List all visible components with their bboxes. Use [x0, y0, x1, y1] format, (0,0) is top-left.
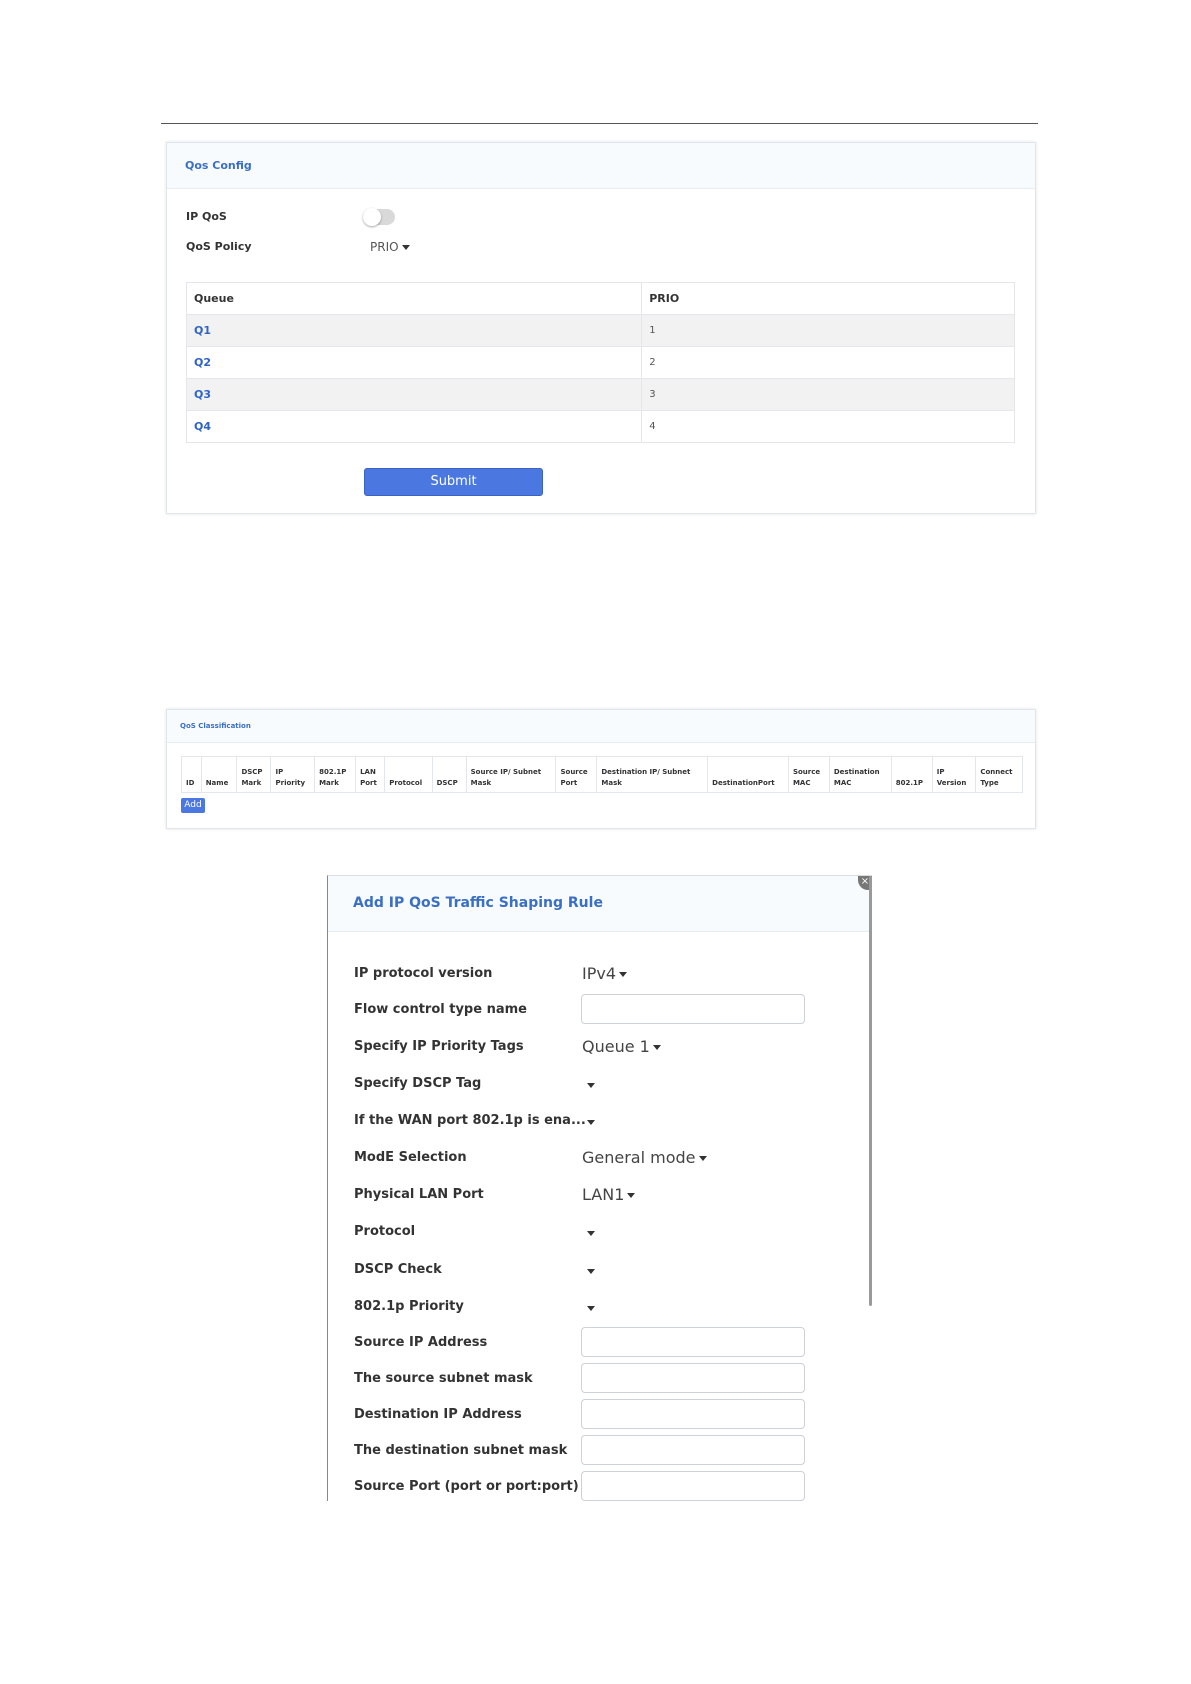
wan-8021p-select[interactable]: [584, 1112, 595, 1131]
lan-port-label: Physical LAN Port: [354, 1187, 484, 1202]
flow-name-input[interactable]: [581, 994, 805, 1024]
column-header-line1: Source: [792, 768, 821, 776]
table-row: [187, 315, 1015, 347]
column-header: [788, 757, 829, 793]
queue-column-header: Queue: [187, 283, 642, 315]
column-header-line1: [206, 767, 233, 778]
dscp-check-select[interactable]: [584, 1261, 595, 1280]
column-header: [597, 757, 708, 793]
chevron-down-icon: [587, 1120, 595, 1125]
lan-port-select[interactable]: [582, 1185, 635, 1204]
wan-8021p-label: If the WAN port 802.1p is ena...: [354, 1113, 586, 1128]
ip-qos-toggle[interactable]: [363, 209, 395, 225]
qos-config-title: Qos Config: [167, 143, 1035, 189]
chevron-down-icon: [587, 1231, 595, 1236]
source-ip-label: Source IP Address: [354, 1335, 488, 1350]
ip-version-value: IPv4: [582, 964, 617, 983]
flow-name-label: Flow control type name: [354, 1002, 527, 1017]
classification-table: [181, 756, 1023, 793]
dscp-check-label: DSCP Check: [354, 1262, 442, 1277]
queue-link-q3[interactable]: Q3: [187, 379, 642, 411]
chevron-down-icon: [619, 972, 627, 977]
dialog-scrollbar[interactable]: [869, 876, 872, 1306]
prio-value: 2: [642, 347, 1015, 379]
add-button[interactable]: Add: [181, 798, 205, 813]
mode-selection-value: General mode: [582, 1148, 696, 1167]
prio-value: 1: [642, 315, 1015, 347]
column-header-line2: Mark: [241, 779, 262, 787]
source-mask-label: The source subnet mask: [354, 1371, 533, 1386]
column-header-line2: Name: [205, 779, 229, 787]
column-header: [891, 757, 932, 793]
add-rule-dialog: [327, 875, 872, 1501]
page-divider: [161, 123, 1038, 124]
column-header: [556, 757, 597, 793]
column-header-line1: Destination IP/ Subnet: [601, 768, 691, 776]
column-header-line1: Destination: [833, 768, 880, 776]
dialog-title: Add IP QoS Traffic Shaping Rule: [328, 876, 872, 932]
column-header-line2: Mark: [319, 779, 339, 787]
toggle-knob: [363, 208, 381, 226]
column-header: [432, 757, 466, 793]
column-header-line1: [437, 767, 462, 778]
column-header-line2: Mask: [601, 779, 622, 787]
queue-link-q4[interactable]: Q4: [187, 411, 642, 443]
submit-button[interactable]: Submit: [364, 468, 543, 496]
destination-mask-label: The destination subnet mask: [354, 1443, 568, 1458]
column-header-line2: Priority: [275, 779, 306, 787]
chevron-down-icon: [587, 1306, 595, 1311]
destination-mask-input[interactable]: [581, 1435, 805, 1465]
qos-classification-panel: [166, 709, 1036, 829]
chevron-down-icon: [699, 1156, 707, 1161]
qos-config-panel: [166, 142, 1036, 514]
column-header: [356, 757, 385, 793]
priority-8021p-label: 802.1p Priority: [354, 1299, 464, 1314]
column-header-line2: Protocol: [389, 779, 423, 787]
prio-value: 4: [642, 411, 1015, 443]
column-header-line1: [389, 767, 427, 778]
qos-policy-label: QoS Policy: [186, 240, 252, 253]
column-header: [237, 757, 271, 793]
priority-8021p-select[interactable]: [584, 1298, 595, 1317]
column-header-line1: 802.1P: [319, 768, 347, 776]
dscp-tag-select[interactable]: [584, 1075, 595, 1094]
ip-qos-label: IP QoS: [186, 210, 227, 223]
protocol-label: Protocol: [354, 1224, 416, 1239]
destination-ip-label: Destination IP Address: [354, 1407, 522, 1422]
column-header-line1: [186, 767, 197, 778]
mode-selection-label: ModE Selection: [354, 1150, 467, 1165]
table-row: [187, 411, 1015, 443]
column-header: [466, 757, 556, 793]
ip-version-label: IP protocol version: [354, 966, 493, 981]
column-header-line2: MAC: [792, 779, 811, 787]
source-port-label: Source Port (port or port:port): [354, 1479, 579, 1494]
column-header-line2: 802.1P: [895, 779, 923, 787]
queue-table: [186, 282, 1015, 443]
column-header: [201, 757, 237, 793]
chevron-down-icon: [587, 1083, 595, 1088]
column-header: [976, 757, 1023, 793]
queue-link-q2[interactable]: Q2: [187, 347, 642, 379]
column-header-line1: [896, 767, 928, 778]
column-header-line1: IP: [936, 768, 945, 776]
qos-policy-select[interactable]: [370, 240, 410, 254]
dscp-tag-label: Specify DSCP Tag: [354, 1076, 482, 1091]
chevron-down-icon: [587, 1269, 595, 1274]
column-header-line2: Port: [360, 779, 377, 787]
column-header-line1: Connect: [980, 768, 1013, 776]
table-header-row: [187, 283, 1015, 315]
column-header: [385, 757, 432, 793]
column-header-line1: IP: [275, 768, 284, 776]
column-header-line2: DestinationPort: [712, 779, 775, 787]
column-header-line1: LAN: [360, 768, 376, 776]
column-header: [932, 757, 976, 793]
prio-column-header: PRIO: [642, 283, 1015, 315]
prio-value: 3: [642, 379, 1015, 411]
table-row: [187, 379, 1015, 411]
column-header-line2: Type: [980, 779, 999, 787]
destination-ip-input[interactable]: [581, 1399, 805, 1429]
ip-priority-tags-value: Queue 1: [582, 1037, 650, 1056]
table-row: [187, 347, 1015, 379]
protocol-select[interactable]: [584, 1223, 595, 1242]
column-header: [708, 757, 789, 793]
qos-policy-value: PRIO: [370, 240, 399, 254]
ip-version-select[interactable]: [582, 964, 627, 983]
chevron-down-icon: [653, 1045, 661, 1050]
ip-priority-tags-label: Specify IP Priority Tags: [354, 1039, 524, 1054]
source-ip-input[interactable]: [581, 1327, 805, 1357]
column-header: [182, 757, 202, 793]
column-header: [829, 757, 891, 793]
chevron-down-icon: [627, 1193, 635, 1198]
lan-port-value: LAN1: [582, 1185, 625, 1204]
queue-link-q1[interactable]: Q1: [187, 315, 642, 347]
mode-selection-select[interactable]: [582, 1148, 707, 1167]
column-header-line1: Source: [560, 768, 588, 776]
column-header-line2: Port: [560, 779, 578, 787]
column-header-line1: [712, 767, 784, 778]
column-header-line2: Mask: [470, 779, 492, 787]
column-header-line2: ID: [186, 779, 195, 787]
ip-priority-tags-select[interactable]: [582, 1037, 661, 1056]
close-icon[interactable]: ×: [858, 876, 872, 890]
chevron-down-icon: [402, 245, 410, 250]
table-header-row: [182, 757, 1023, 793]
column-header: [271, 757, 315, 793]
column-header-line1: Source IP/ Subnet: [470, 768, 542, 776]
column-header: [315, 757, 356, 793]
source-port-input[interactable]: [581, 1471, 805, 1501]
source-mask-input[interactable]: [581, 1363, 805, 1393]
column-header-line2: MAC: [833, 779, 852, 787]
column-header-line2: Version: [936, 779, 967, 787]
column-header-line2: DSCP: [436, 779, 458, 787]
qos-classification-title: QoS Classification: [167, 710, 1035, 743]
column-header-line1: DSCP: [241, 768, 263, 776]
